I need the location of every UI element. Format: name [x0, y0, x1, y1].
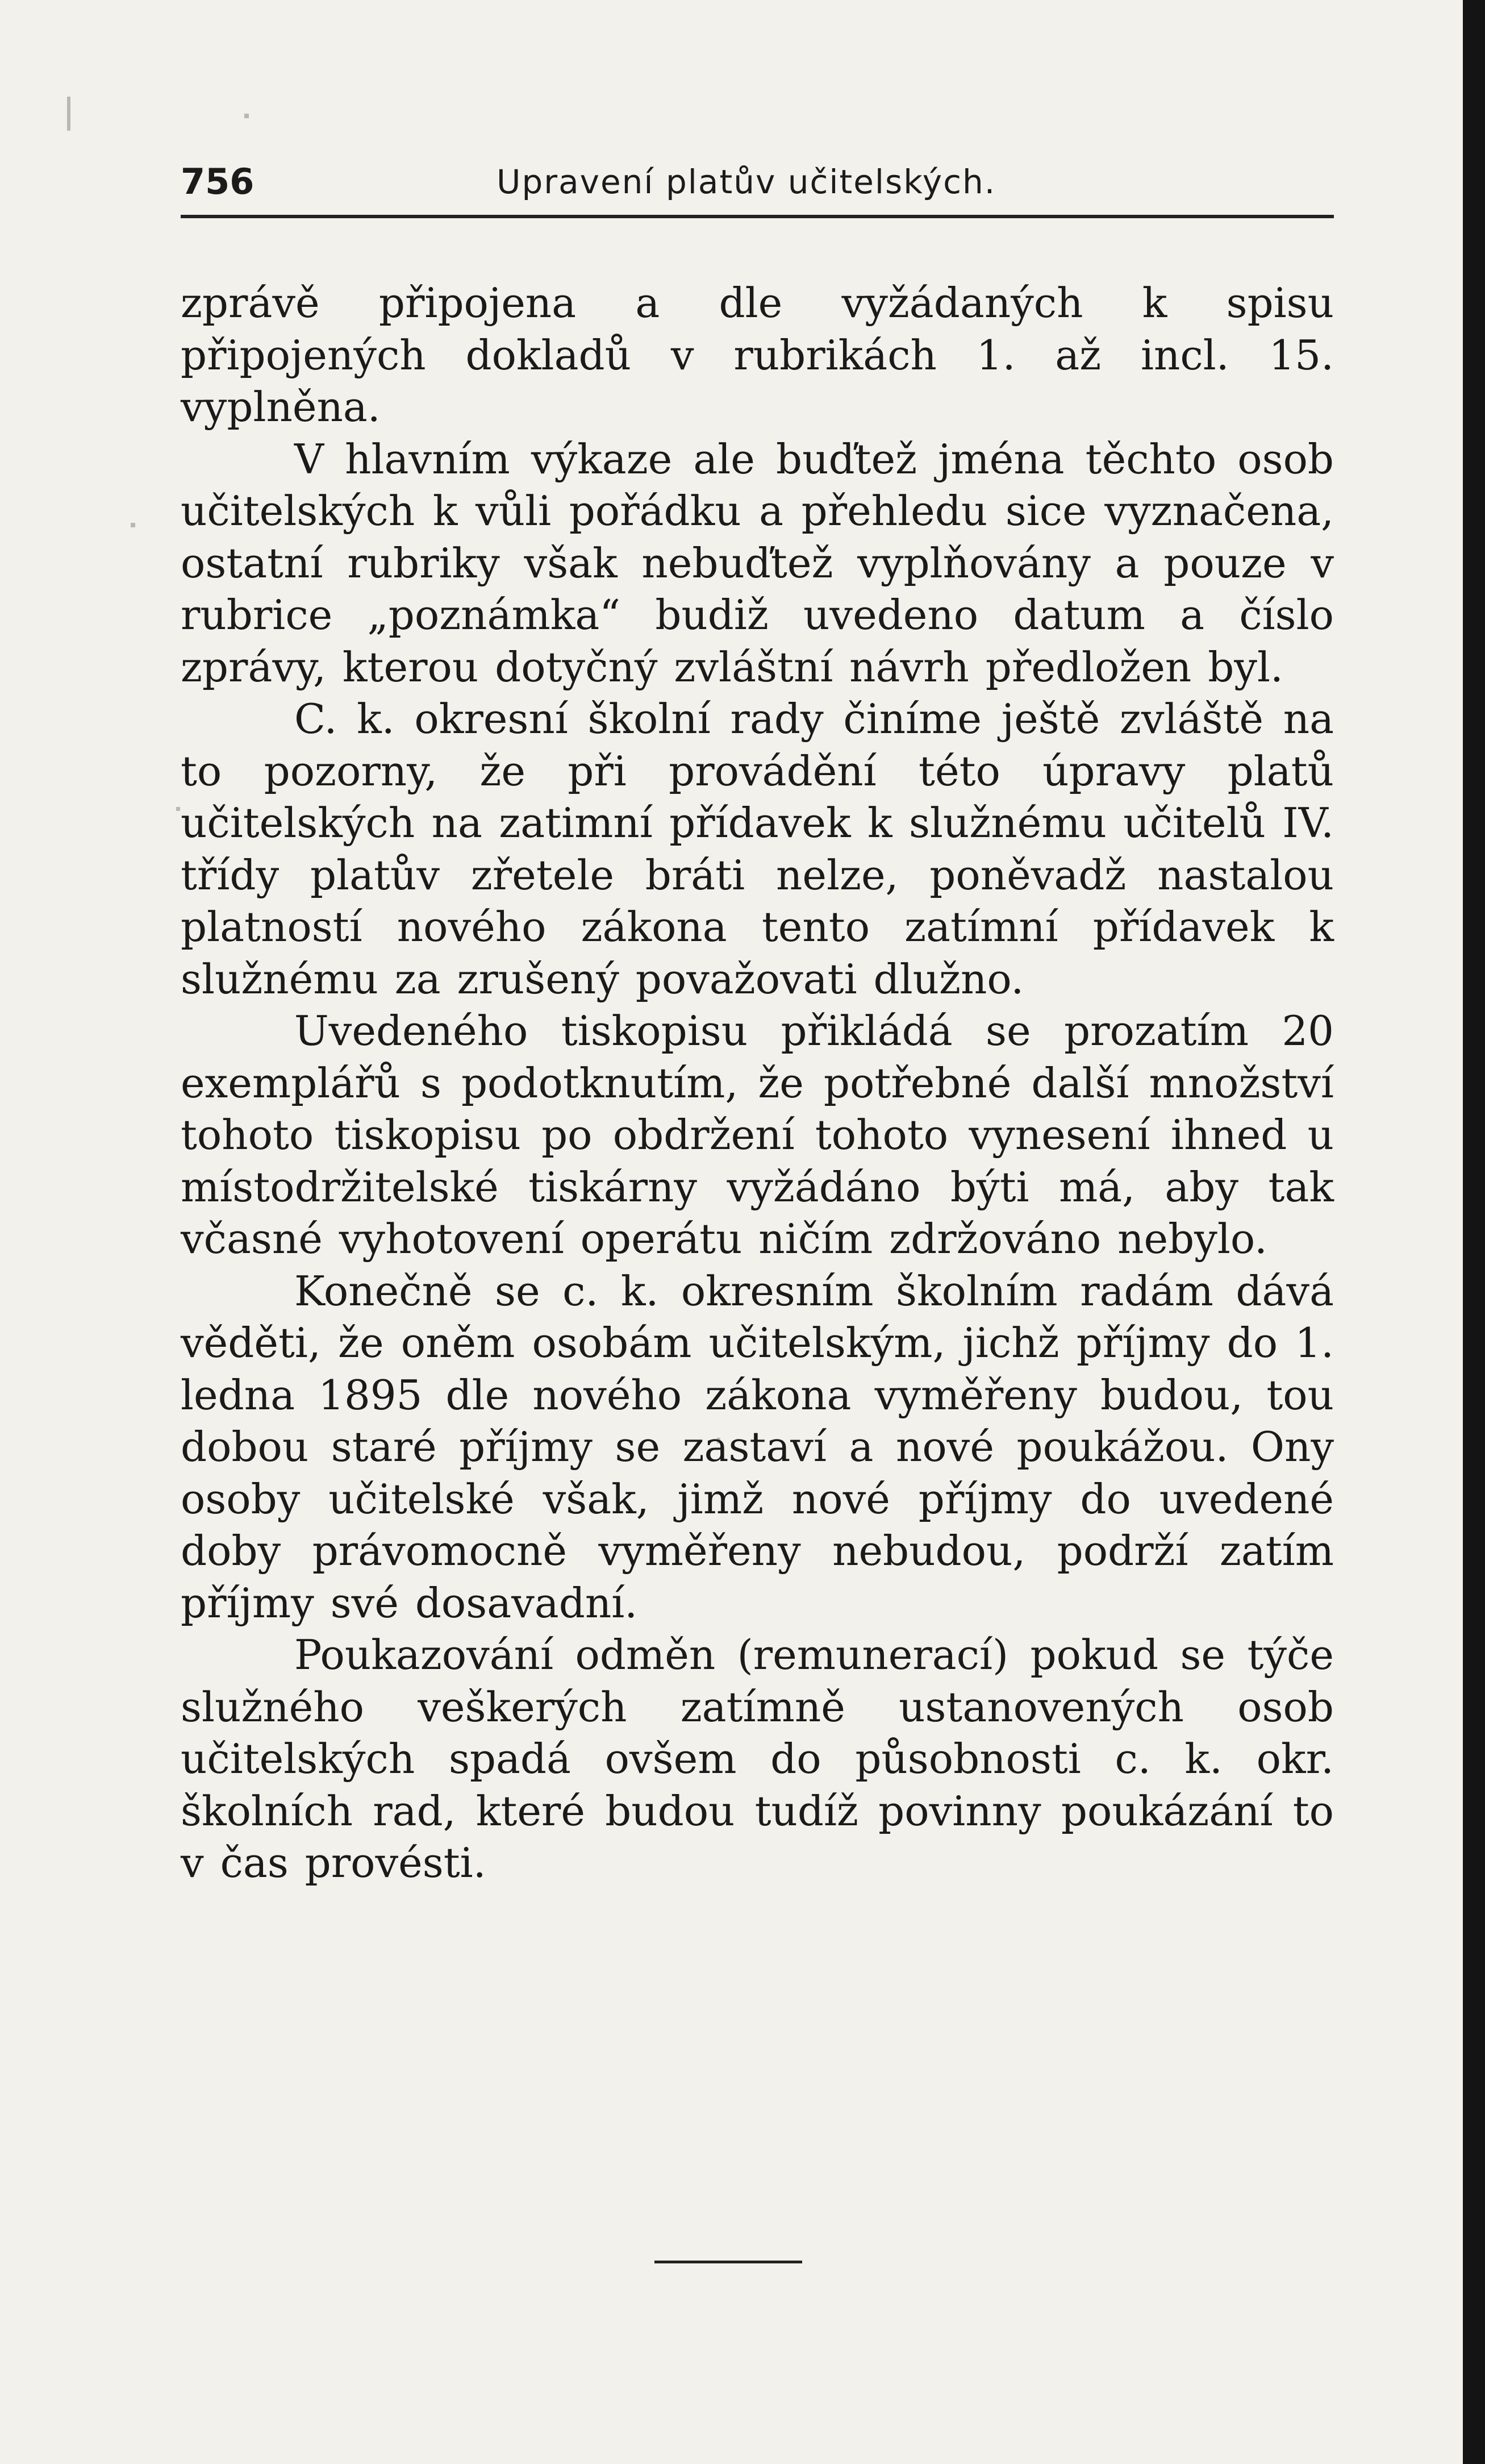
paper-speck — [67, 97, 70, 131]
running-title: Upravení platův učitelských. — [497, 163, 996, 201]
paragraph: Uvedeného tiskopisu přikládá se prozatím 20 exemplářů s podotknutím, že potřebné další množství tohoto tiskopisu po obdržení tohoto vynesení ihned u místodržitelské tiskárny vyžádáno býti má, aby tak včasné vyhotovení operátu ničím zdržováno nebylo. — [181, 1007, 1334, 1263]
end-rule — [654, 2261, 802, 2263]
page-header — [181, 153, 1334, 210]
header-rule — [181, 215, 1334, 218]
paragraph: V hlavním výkaze ale buďtež jména těchto osob učitelských k vůli pořádku a přehledu sice vyznačena, ostatní rubriky však nebuďtež vyplňovány a pouze v rubrice „poznámka“ budiž uvedeno datum a číslo zprávy, kterou dotyčný zvláštní návrh předložen byl. — [181, 435, 1334, 691]
paragraph: Konečně se c. k. okresním školním radám dává věděti, že oněm osobám učitelským, jichž příjmy do 1. ledna 1895 dle nového zákona vyměřeny budou, tou dobou staré příjmy se zastaví a nové poukážou. Ony osoby učitelské však, jimž nové příjmy do uvedené doby právomocně vyměřeny nebudou, podrží zatím příjmy své dosavadní. — [181, 1267, 1334, 1627]
page-number: 756 — [181, 161, 255, 202]
paragraph: Poukazování odměn (remunerací) pokud se týče služného veškerých zatímně ustanovených osob učitelských spadá ovšem do působnosti c. k. okr. školních rad, které budou tudíž povinny poukázání to v čas provésti. — [181, 1631, 1334, 1887]
body-text — [181, 277, 1334, 1889]
scan-edge — [1463, 0, 1485, 2464]
paper-speck — [176, 807, 180, 811]
paragraph: zprávě připojena a dle vyžádaných k spisu připojených dokladů v rubrikách 1. až incl. 15. vyplněna. — [181, 279, 1334, 431]
paper-speck — [244, 114, 249, 118]
paper-speck — [131, 523, 135, 527]
paragraph: C. k. okresní školní rady činíme ještě zvláště na to pozorny, že při provádění této úpravy platů učitelských na zatimní přídavek k služnému učitelů IV. třídy platův zřetele bráti nelze, poněvadž nastalou platností nového zákona tento zatímní přídavek k služnému za zrušený považovati dlužno. — [181, 695, 1334, 1003]
